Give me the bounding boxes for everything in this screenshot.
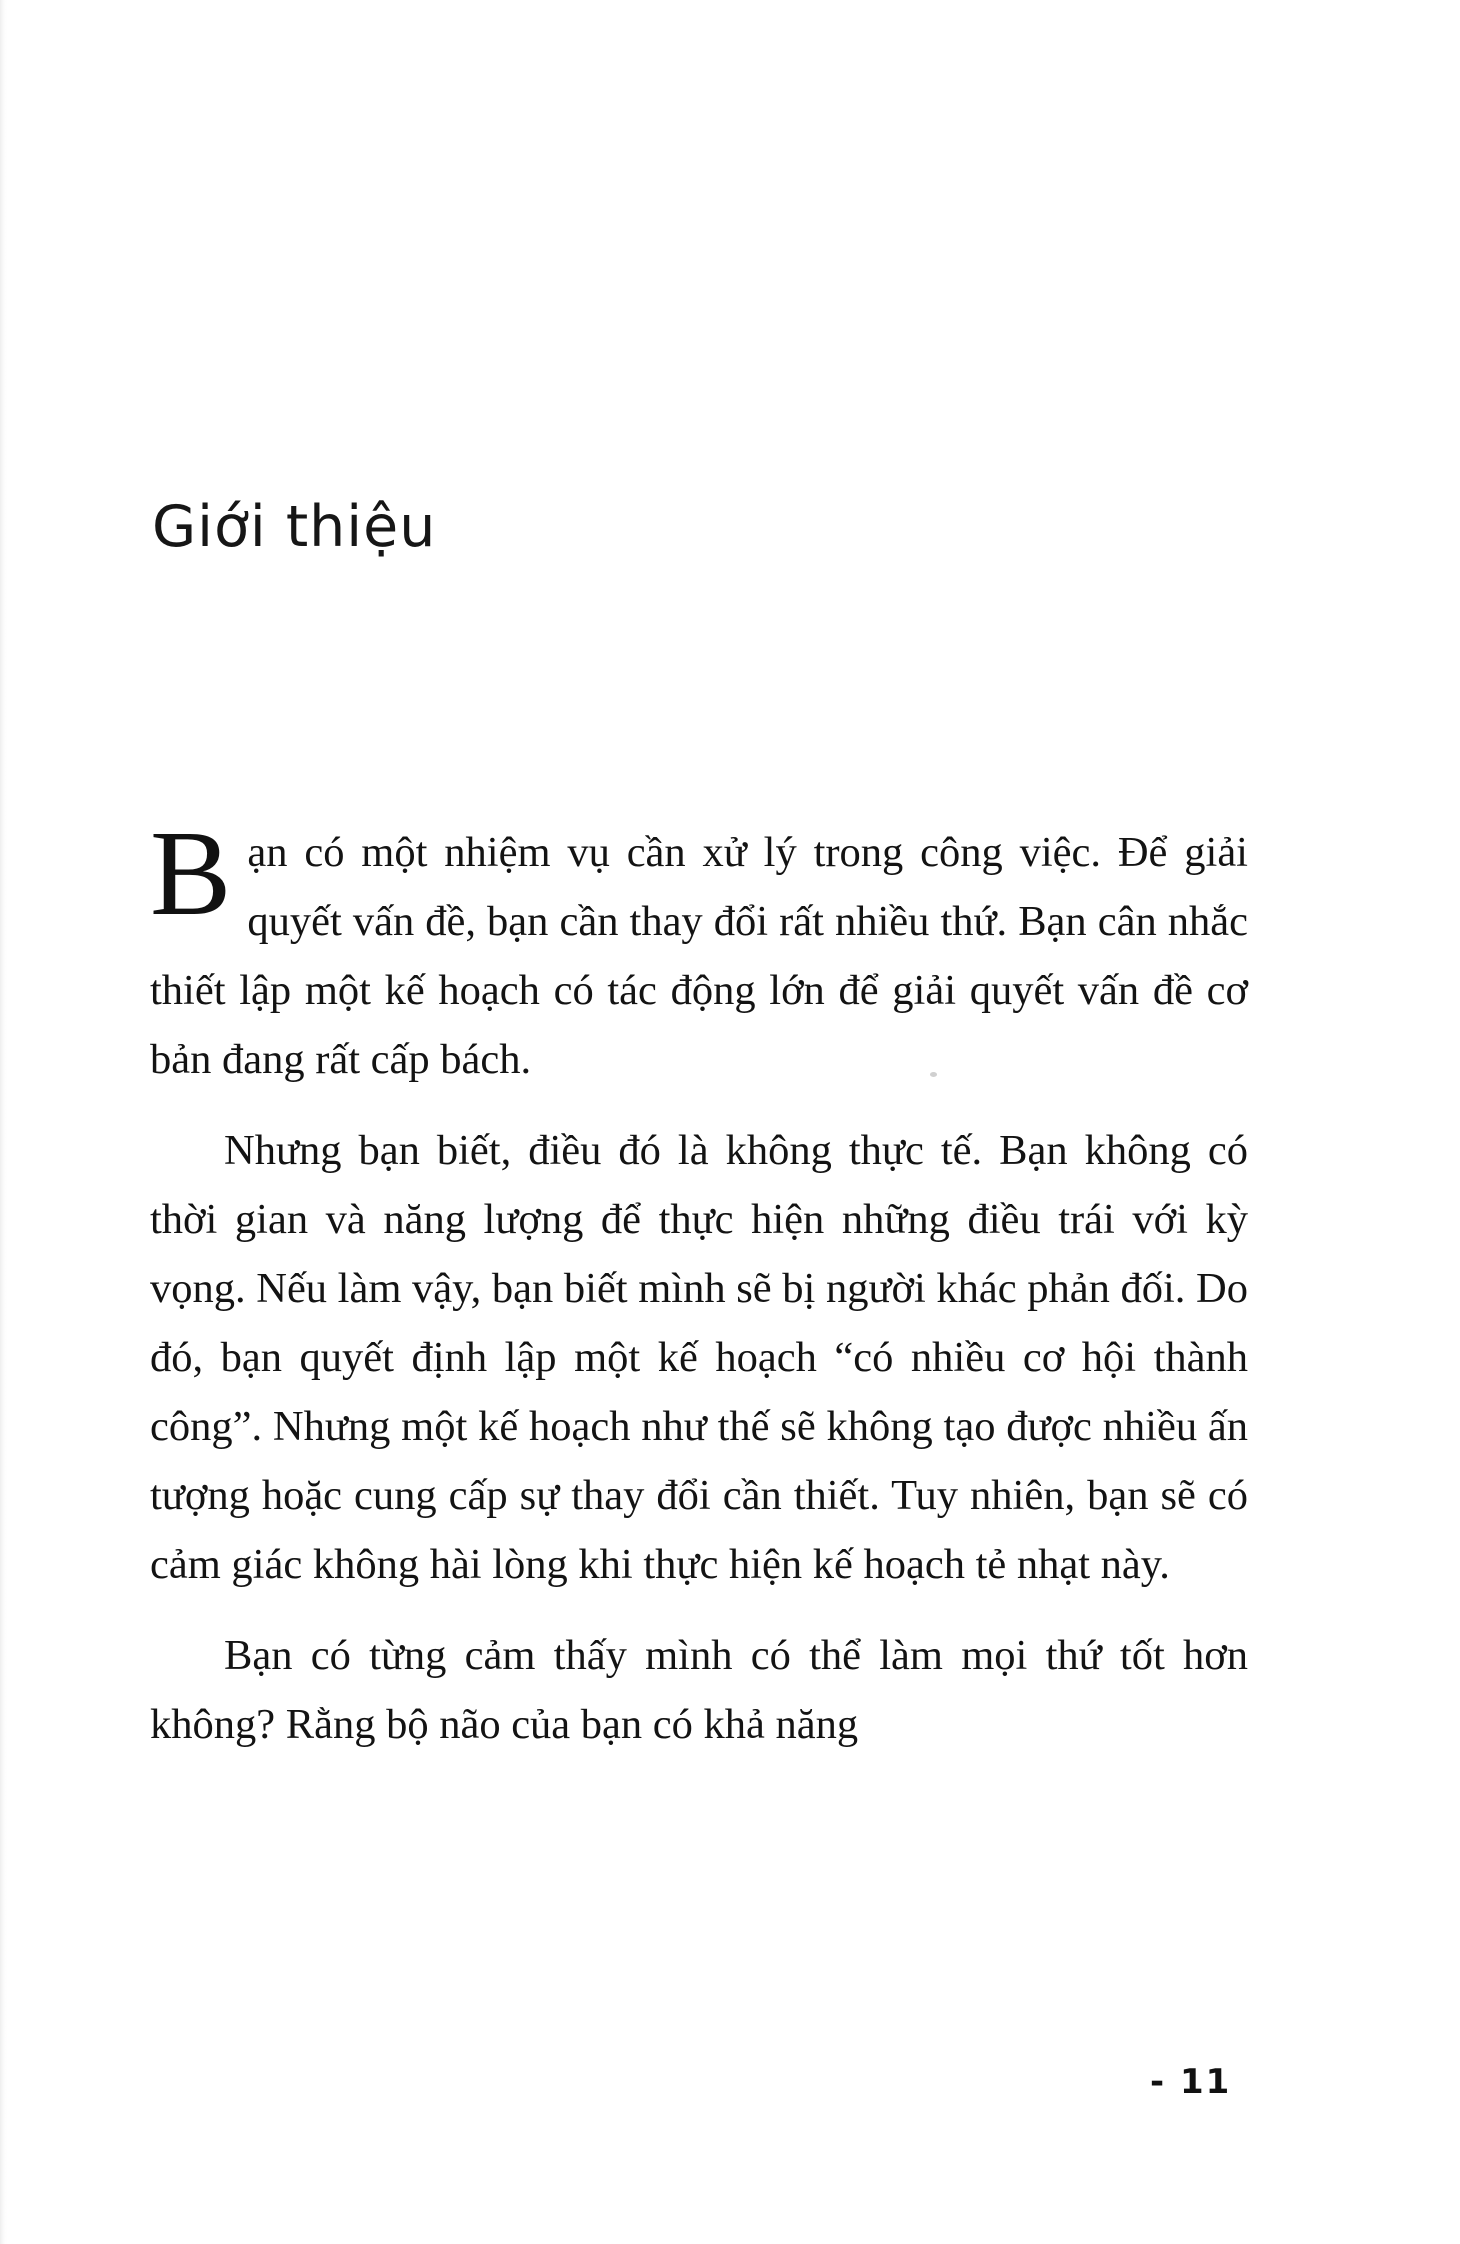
paragraph-1-text: ạn có một nhiệm vụ cần xử lý trong công việc. Để giải quyết vấn đề, bạn cần thay đổi rất nhiều thứ. Bạn cân nhắc thiết lập một kế hoạch có tác động lớn để giải quyết vấn đề cơ bản đang rất cấp bách. bbox=[150, 829, 1248, 1083]
chapter-title: Giới thiệu bbox=[152, 494, 437, 561]
paragraph-3: Bạn có từng cảm thấy mình có thể làm mọi thứ tốt hơn không? Rằng bộ não của bạn có khả năng bbox=[150, 1632, 1248, 1748]
scan-edge-artifact bbox=[0, 0, 7, 2244]
body-text bbox=[150, 806, 1248, 1781]
page-number: - 11 bbox=[1150, 2062, 1232, 2102]
paragraph-2: Nhưng bạn biết, điều đó là không thực tế. Bạn không có thời gian và năng lượng để thực hiện những điều trái với kỳ vọng. Nếu làm vậy, bạn biết mình sẽ bị người khác phản đối. Do đó, bạn quyết định lập một kế hoạch “có nhiều cơ hội thành công”. Nhưng một kế hoạch như thế sẽ không tạo được nhiều ấn tượng hoặc cung cấp sự thay đổi cần thiết. Tuy nhiên, bạn sẽ có cảm giác không hài lòng khi thực hiện kế hoạch tẻ nhạt này. bbox=[150, 1127, 1248, 1588]
paragraph-1 bbox=[150, 806, 1248, 1094]
dropcap-letter: B bbox=[150, 806, 232, 941]
